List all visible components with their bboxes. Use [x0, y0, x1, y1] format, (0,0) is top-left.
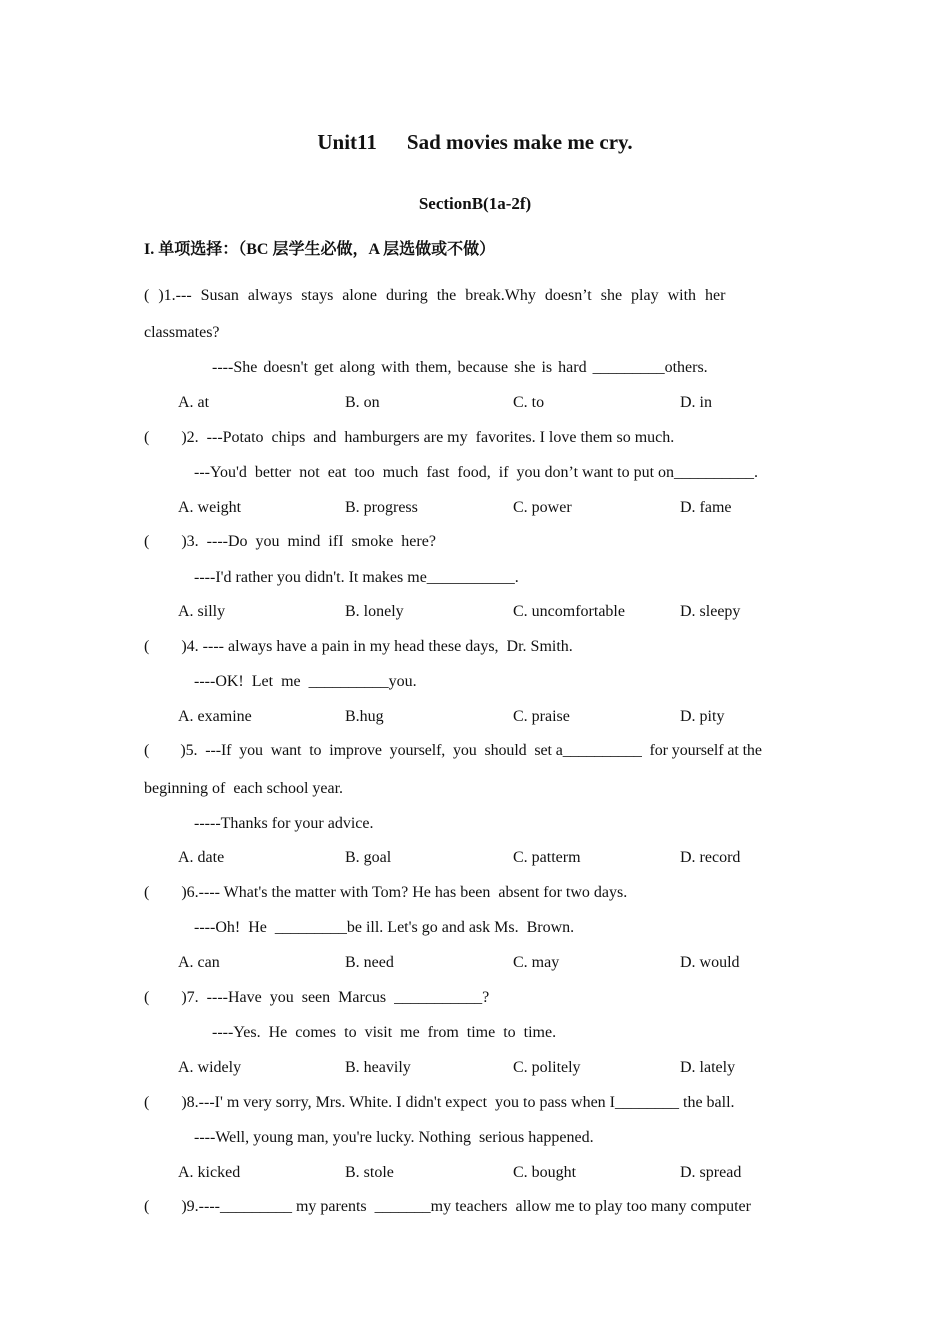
question-8-option-d: D. spread	[680, 1164, 742, 1181]
question-4-option-a: A. examine	[178, 708, 252, 725]
question-1-option-c: C. to	[513, 394, 545, 411]
question-6-reply: ----Oh! He _________be ill. Let's go and ask Ms. Brown.	[194, 919, 575, 936]
question-5-option-d: D. record	[680, 849, 741, 866]
question-2-option-b: B. progress	[345, 499, 418, 516]
question-8-reply: ----Well, young man, you're lucky. Nothing serious happened.	[194, 1129, 594, 1146]
question-5-option-b: B. goal	[345, 849, 392, 866]
question-3: ( )3. ----Do you mind ifI smoke here?	[144, 533, 436, 550]
question-4-option-d: D. pity	[680, 708, 725, 725]
question-6-option-c: C. may	[513, 954, 560, 971]
page-title: Unit11 Sad movies make me cry.	[317, 130, 633, 154]
question-9: ( )9.----_________ my parents _______my teachers allow me to play too many computer	[144, 1198, 751, 1215]
question-5-option-a: A. date	[178, 849, 225, 866]
question-2-option-c: C. power	[513, 499, 572, 516]
question-7-option-a: A. widely	[178, 1059, 242, 1076]
question-3-option-a: A. silly	[178, 603, 226, 620]
section-subtitle: SectionB(1a-2f)	[418, 194, 532, 213]
question-1-continued: classmates?	[144, 324, 220, 341]
question-1-option-d: D. in	[680, 394, 712, 411]
question-2-option-d: D. fame	[680, 499, 732, 516]
question-1-option-a: A. at	[178, 394, 210, 411]
question-7: ( )7. ----Have you seen Marcus ___________?	[144, 989, 490, 1006]
section-heading: I. 单项选择：（BC 层学生必做，A 层选做或不做）	[144, 241, 496, 258]
question-1-option-b: B. on	[345, 394, 380, 411]
question-2-option-a: A. weight	[178, 499, 242, 516]
question-2: ( )2. ---Potato chips and hamburgers are my favorites. I love them so much.	[144, 429, 675, 446]
question-8-option-b: B. stole	[345, 1164, 394, 1181]
question-5-option-c: C. patterm	[513, 849, 581, 866]
question-7-reply: ----Yes. He comes to visit me from time to time.	[212, 1024, 557, 1041]
question-4-reply: ----OK! Let me __________you.	[194, 673, 417, 690]
question-5: ( )5. ---If you want to improve yourself, you should set a__________ for yourself at the	[144, 742, 762, 759]
question-4-option-c: C. praise	[513, 708, 570, 725]
question-2-reply: ---You'd better not eat too much fast food, if you don’t want to put on__________.	[194, 464, 759, 481]
question-8-option-a: A. kicked	[178, 1164, 241, 1181]
question-7-option-b: B. heavily	[345, 1059, 411, 1076]
question-5-reply: -----Thanks for your advice.	[194, 815, 374, 832]
question-6: ( )6.---- What's the matter with Tom? He has been absent for two days.	[144, 884, 628, 901]
question-4-option-b: B.hug	[345, 708, 384, 725]
question-3-reply: ----I'd rather you didn't. It makes me___________.	[194, 569, 519, 586]
question-3-option-b: B. lonely	[345, 603, 404, 620]
question-6-option-d: D. would	[680, 954, 740, 971]
question-7-option-d: D. lately	[680, 1059, 736, 1076]
question-8-option-c: C. bought	[513, 1164, 577, 1181]
question-1: ( )1.--- Susan always stays alone during the break.Why doesn’t she play with her	[144, 287, 726, 304]
question-3-option-c: C. uncomfortable	[513, 603, 625, 620]
question-8: ( )8.---I' m very sorry, Mrs. White. I didn't expect you to pass when I________ the ball.	[144, 1094, 735, 1111]
question-3-option-d: D. sleepy	[680, 603, 741, 620]
question-7-option-c: C. politely	[513, 1059, 581, 1076]
question-4: ( )4. ---- always have a pain in my head these days, Dr. Smith.	[144, 638, 573, 655]
question-5-continued: beginning of each school year.	[144, 780, 344, 797]
question-6-option-b: B. need	[345, 954, 394, 971]
question-6-option-a: A. can	[178, 954, 220, 971]
question-1-reply: ----She doesn't get along with them, because she is hard _________others.	[212, 359, 708, 376]
